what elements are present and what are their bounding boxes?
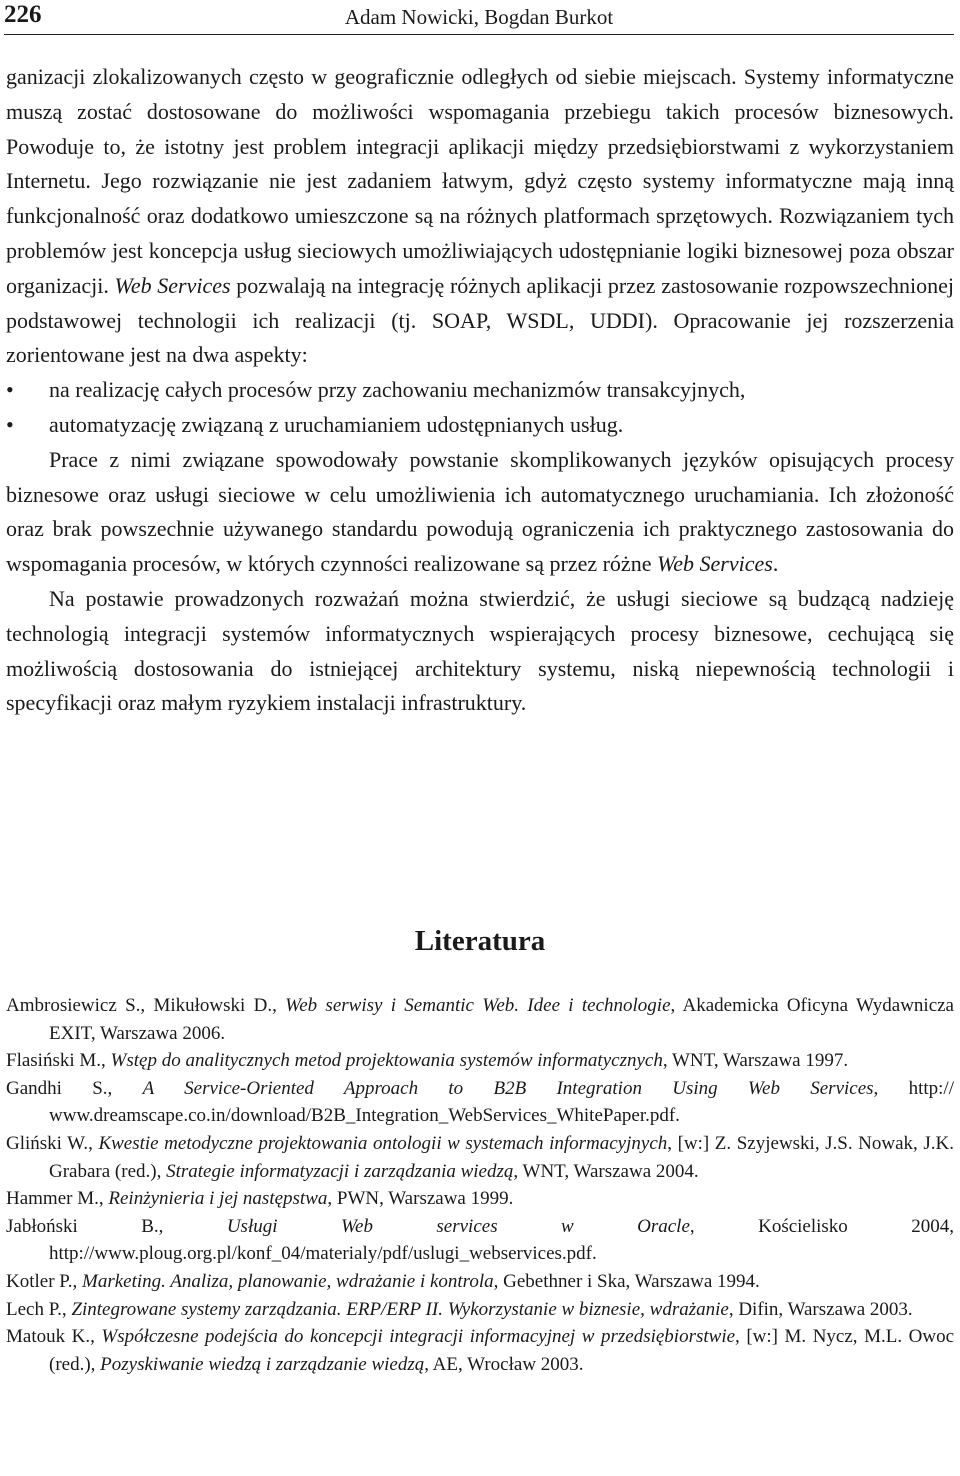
ref-author: Flasiński M., — [6, 1050, 111, 1072]
ref-publisher: , Difin, Warszawa 2003. — [728, 1298, 913, 1320]
ref-title: Wstęp do analitycznych metod projektowania systemów informatycznych — [110, 1050, 663, 1072]
ref-title: Marketing. Analiza, planowanie, wdrażanie i kontrola — [82, 1270, 494, 1292]
ref-publisher-2: , WNT, Warszawa 2004. — [513, 1160, 699, 1182]
ref-publisher: , [w:] M. Nycz, M.L. Owoc (red.), — [49, 1326, 955, 1375]
paragraph-1-text: ganizacji zlokalizowanych często w geograficznie odległych od siebie miejscach. Systemy informatyczne muszą zostać dostosowane do możliwości wspomagania przebiegu takich procesów biznesowych. Powoduje to, że istotny jest problem integracji aplikacji między przedsiębiorstwami z wykorzystaniem Internetu. Jego rozwiązanie nie jest zadaniem łatwym, gdyż często systemy informatyczne mają inną funkcjonalność oraz dodatkowo umieszczone są na różnych platformach sprzętowych. Rozwiązaniem tych problemów jest koncepcja usług sieciowych umożliwiających udostępnianie logiki biznesowej poza obszar organizacji. — [6, 64, 954, 298]
ref-publisher: , Akademicka Oficyna Wydawnicza EXIT, Warszawa 2006. — [49, 995, 954, 1044]
reference-item — [6, 992, 954, 1047]
reference-item — [6, 1296, 954, 1324]
paragraph-2 — [6, 443, 954, 582]
reference-list — [6, 992, 954, 1378]
reference-item — [6, 1185, 954, 1213]
page-number: 226 — [4, 1, 42, 28]
ref-author: Lech P., — [6, 1298, 72, 1320]
bullet-item-text: automatyzację związaną z uruchamianiem udostępnianych usług. — [49, 411, 624, 437]
ref-title: Zintegrowane systemy zarządzania. ERP/ERP II. Wykorzystanie w biznesie, wdrażanie — [71, 1298, 729, 1320]
ref-publisher: , WNT, Warszawa 1997. — [662, 1050, 849, 1072]
ref-author: Kotler P., — [6, 1270, 82, 1292]
bullet-icon: • — [6, 411, 14, 437]
reference-item — [6, 1075, 954, 1130]
bullet-item-text: na realizację całych procesów przy zachowaniu mechanizmów transakcyjnych, — [49, 377, 746, 403]
body-text — [6, 60, 954, 721]
ref-title-2: Strategie informatyzacji i zarządzania wiedzą — [166, 1160, 514, 1182]
page-header — [4, 0, 954, 35]
ref-author: Gandhi S., — [6, 1077, 143, 1099]
ref-author: Matouk K., — [6, 1326, 102, 1348]
ref-publisher: , http:// www.dreamscape.co.in/download/B2B_Integration_WebServices_WhitePaper.pdf. — [49, 1077, 954, 1127]
ref-title: A Service-Oriented Approach to B2B Integration Using Web Services — [142, 1077, 874, 1099]
ref-title: Reinżynieria i jej następstwa — [108, 1188, 328, 1210]
bullet-item-2 — [6, 408, 954, 443]
web-services-term: Web Services — [656, 551, 773, 577]
ref-title-2: Pozyskiwanie wiedzą i zarządzanie wiedzą — [100, 1353, 425, 1375]
paragraph-3: Na postawie prowadzonych rozważań można stwierdzić, że usługi sieciowe są budzącą nadzieję technologią integracji systemów informatycznych wspierających procesy biznesowe, cechującą się możliwością dostosowania do istniejącej architektury systemu, niską niepewnością technologii i specyfikacji oraz małym ryzykiem instalacji infrastruktury. — [6, 585, 954, 716]
reference-item — [6, 1047, 954, 1075]
reference-item — [6, 1268, 954, 1296]
ref-title: Usługi Web services w Oracle — [226, 1215, 690, 1237]
ref-publisher: , PWN, Warszawa 1999. — [327, 1188, 514, 1210]
reference-item — [6, 1213, 954, 1268]
ref-publisher-2: , AE, Wrocław 2003. — [424, 1353, 584, 1375]
ref-title: Współczesne podejścia do koncepcji integracji informacyjnej w przedsiębiorstwie — [101, 1326, 736, 1348]
ref-publisher: , Gebethner i Ska, Warszawa 1994. — [493, 1270, 760, 1292]
paragraph-1 — [6, 60, 954, 373]
ref-publisher: , [w:] Z. Szyjewski, J.S. Nowak, J.K. Grabara (red.), — [49, 1132, 954, 1182]
bullet-list — [6, 373, 954, 443]
bullet-item-1 — [6, 373, 954, 408]
bullet-icon: • — [6, 377, 14, 403]
reference-item — [6, 1130, 954, 1185]
running-head-authors: Adam Nowicki, Bogdan Burkot — [344, 5, 614, 29]
ref-publisher: , Kościelisko 2004, http://www.ploug.org.pl/konf_04/materialy/pdf/uslugi_webservices.pdf. — [49, 1215, 954, 1265]
ref-author: Gliński W., — [6, 1132, 99, 1154]
ref-title: Kwestie metodyczne projektowania ontologii w systemach informacyjnych — [98, 1132, 668, 1154]
ref-author: Ambrosiewicz S., Mikułowski D., — [6, 995, 286, 1016]
ref-author: Hammer M., — [6, 1188, 109, 1210]
ref-title: Web serwisy i Semantic Web. Idee i technologie — [285, 995, 671, 1016]
ref-author: Jabłoński B., — [6, 1215, 227, 1237]
web-services-term: Web Services — [114, 272, 231, 298]
paragraph-1-text-cont: pozwalają na integrację różnych aplikacji przez zastosowanie rozpowszechnionej podstawowej technologii ich realizacji (tj. SOAP, WSDL, UDDI). Opracowanie jej rozszerzenia zorientowane jest na dwa aspekty: — [6, 272, 955, 368]
reference-item — [6, 1323, 954, 1378]
paragraph-2-end: . — [772, 551, 779, 577]
literature-heading: Literatura — [414, 925, 546, 957]
paragraph-2-text: Prace z nimi związane spowodowały powstanie skomplikowanych języków opisujących procesy biznesowe oraz usługi sieciowe w celu umożliwienia ich automatycznego uruchamiania. Ich złożoność oraz brak powszechnie używanego standardu powodują ograniczenia ich praktycznego zastosowania do wspomagania procesów, w których czynności realizowane są przez różne — [6, 446, 954, 577]
